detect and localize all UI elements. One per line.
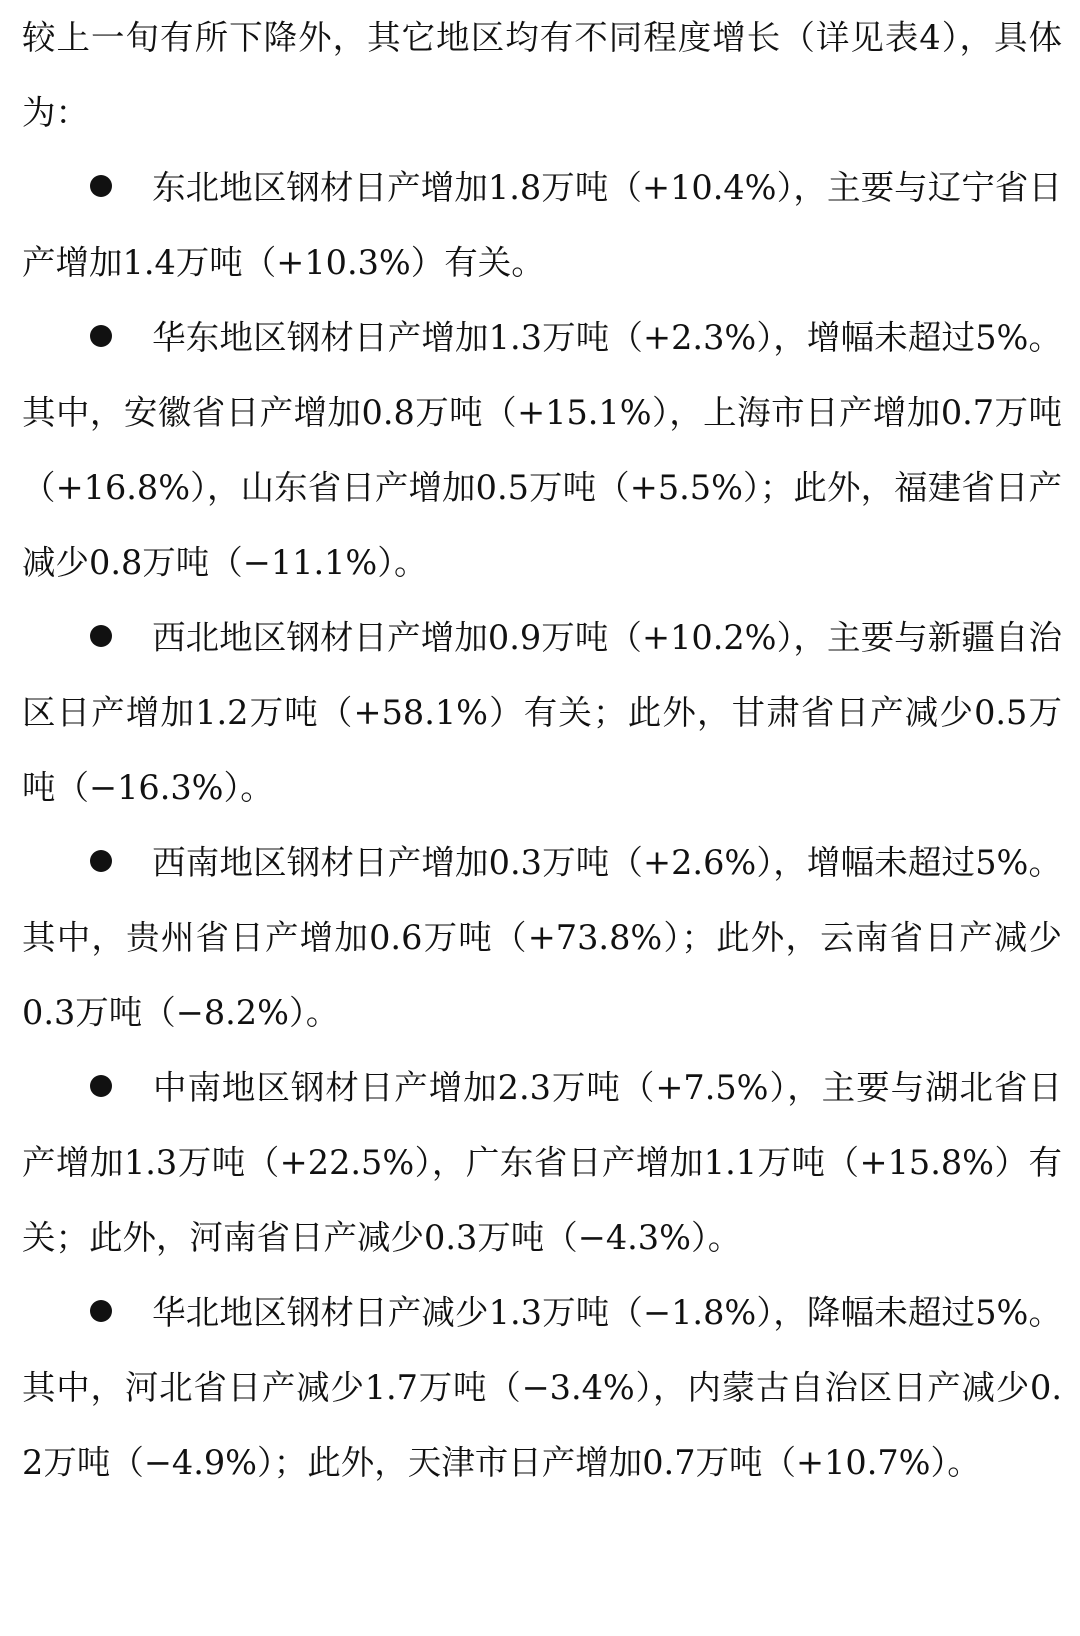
bullet-item-northeast bbox=[22, 150, 1062, 300]
bullet-dot-icon bbox=[90, 850, 112, 872]
bullet-dot-icon bbox=[90, 1075, 112, 1097]
bullet-item-southwest bbox=[22, 825, 1062, 1050]
bullet-dot-icon bbox=[90, 325, 112, 347]
bullet-text: 中南地区钢材日产增加2.3万吨（+7.5%），主要与湖北省日产增加1.3万吨（+22.5%），广东省日产增加1.1万吨（+15.8%）有关；此外，河南省日产减少0.3万吨（−4.3%）。 bbox=[22, 1068, 1062, 1257]
bullet-item-central-south bbox=[22, 1050, 1062, 1275]
bullet-text: 东北地区钢材日产增加1.8万吨（+10.4%），主要与辽宁省日产增加1.4万吨（+10.3%）有关。 bbox=[22, 168, 1062, 282]
bullet-dot-icon bbox=[90, 1300, 112, 1322]
bullet-text: 华北地区钢材日产减少1.3万吨（−1.8%），降幅未超过5%。其中，河北省日产减少1.7万吨（−3.4%），内蒙古自治区日产减少0.2万吨（−4.9%）；此外，天津市日产增加0.7万吨（+10.7%）。 bbox=[22, 1293, 1062, 1482]
bullet-text: 西南地区钢材日产增加0.3万吨（+2.6%），增幅未超过5%。其中，贵州省日产增加0.6万吨（+73.8%）；此外，云南省日产减少0.3万吨（−8.2%）。 bbox=[22, 843, 1062, 1032]
bullet-item-north bbox=[22, 1275, 1062, 1500]
document-page bbox=[22, 0, 1062, 1500]
bullet-dot-icon bbox=[90, 175, 112, 197]
intro-paragraph: 较上一旬有所下降外，其它地区均有不同程度增长（详见表4），具体为： bbox=[22, 18, 1062, 132]
bullet-item-northwest bbox=[22, 600, 1062, 825]
bullet-dot-icon bbox=[90, 625, 112, 647]
bullet-text: 华东地区钢材日产增加1.3万吨（+2.3%），增幅未超过5%。其中，安徽省日产增加0.8万吨（+15.1%），上海市日产增加0.7万吨（+16.8%），山东省日产增加0.5万吨（+5.5%）；此外，福建省日产减少0.8万吨（−11.1%）。 bbox=[22, 318, 1062, 582]
bullet-text: 西北地区钢材日产增加0.9万吨（+10.2%），主要与新疆自治区日产增加1.2万吨（+58.1%）有关；此外，甘肃省日产减少0.5万吨（−16.3%）。 bbox=[22, 618, 1062, 807]
bullet-item-east bbox=[22, 300, 1062, 600]
